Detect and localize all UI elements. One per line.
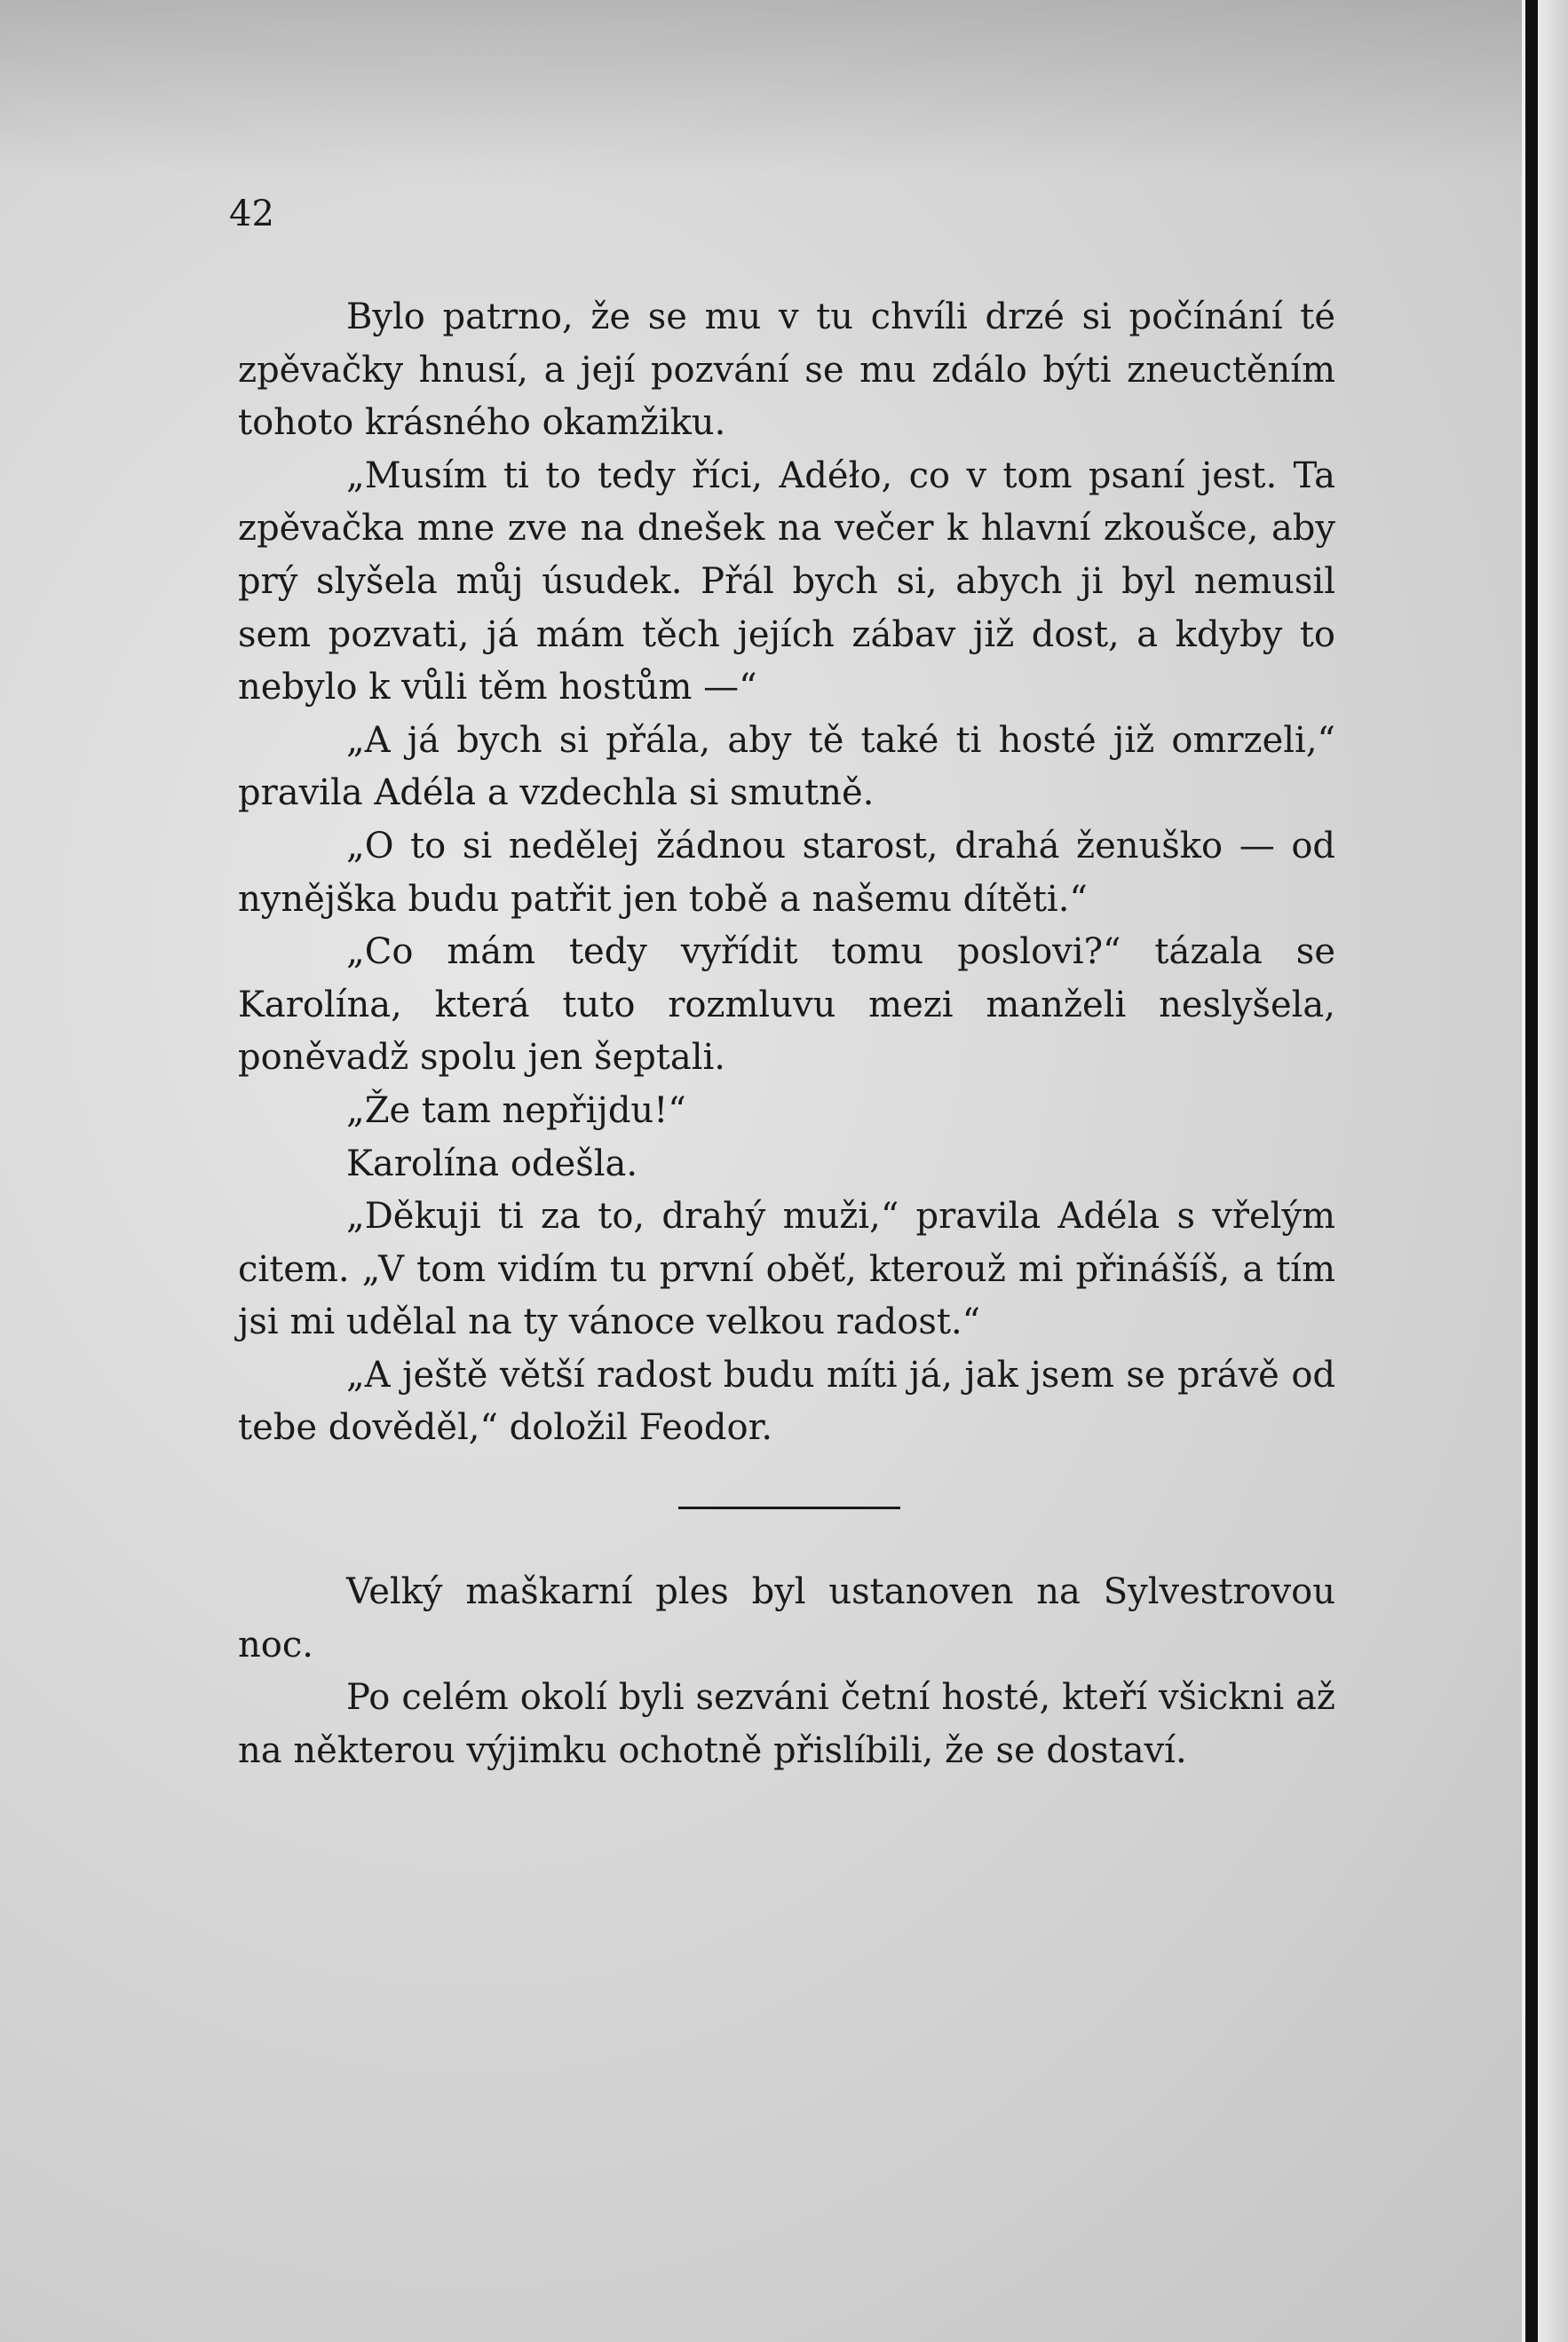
- paragraph: „A já bych si přála, aby tě také ti hosté již omrzeli,“ pravila Adéla a vzdechla si smutně.: [238, 719, 1335, 814]
- paragraph: Velký maškarní ples byl ustanoven na Sylvestrovou noc.: [238, 1571, 1335, 1666]
- paragraph: Bylo patrno, že se mu v tu chvíli drzé si počínání té zpěvačky hnusí, a její pozvání se mu zdálo býti zneuctěním tohoto krásného okamžiku.: [238, 297, 1335, 444]
- page-shadow: [0, 0, 1568, 178]
- paragraph: Po celém okolí byli sezváni četní hosté, kteří všickni až na některou výjimku ochotně přislíbili, že se dostaví.: [238, 1677, 1335, 1771]
- section-separator: [678, 1507, 900, 1509]
- body-text: [238, 291, 1335, 1777]
- paragraph: „O to si nedělej žádnou starost, drahá ženuško — od nynějška budu patřit jen tobě a našemu dítěti.“: [238, 825, 1335, 920]
- paragraph: „A ještě větší radost budu míti já, jak jsem se právě od tebe dověděl,“ doložil Feodor.: [238, 1354, 1335, 1449]
- binding-rule: [1525, 0, 1538, 2342]
- paragraph: Karolína odešla.: [346, 1143, 638, 1184]
- page-number: 42: [229, 194, 274, 234]
- paragraph: „Děkuji ti za to, drahý muži,“ pravila Adéla s vřelým citem. „V tom vidím tu první oběť, kterouž mi přinášíš, a tím jsi mi udělal na ty vánoce velkou radost.“: [238, 1196, 1335, 1343]
- paragraph: „Že tam nepřijdu!“: [346, 1089, 686, 1131]
- paragraph: „Musím ti to tedy říci, Adéło, co v tom psaní jest. Ta zpěvačka mne zve na dnešek na večer k hlavní zkoušce, aby prý slyšela můj úsudek. Přál bych si, abych ji byl nemusil sem pozvati, já mám těch jejích zábav již dost, a kdyby to nebylo k vůli těm hostům —“: [238, 455, 1335, 708]
- paragraph: „Co mám tedy vyřídit tomu poslovi?“ tázala se Karolína, která tuto rozmluvu mezi manželi neslyšela, poněvadž spolu jen šeptali.: [238, 931, 1335, 1079]
